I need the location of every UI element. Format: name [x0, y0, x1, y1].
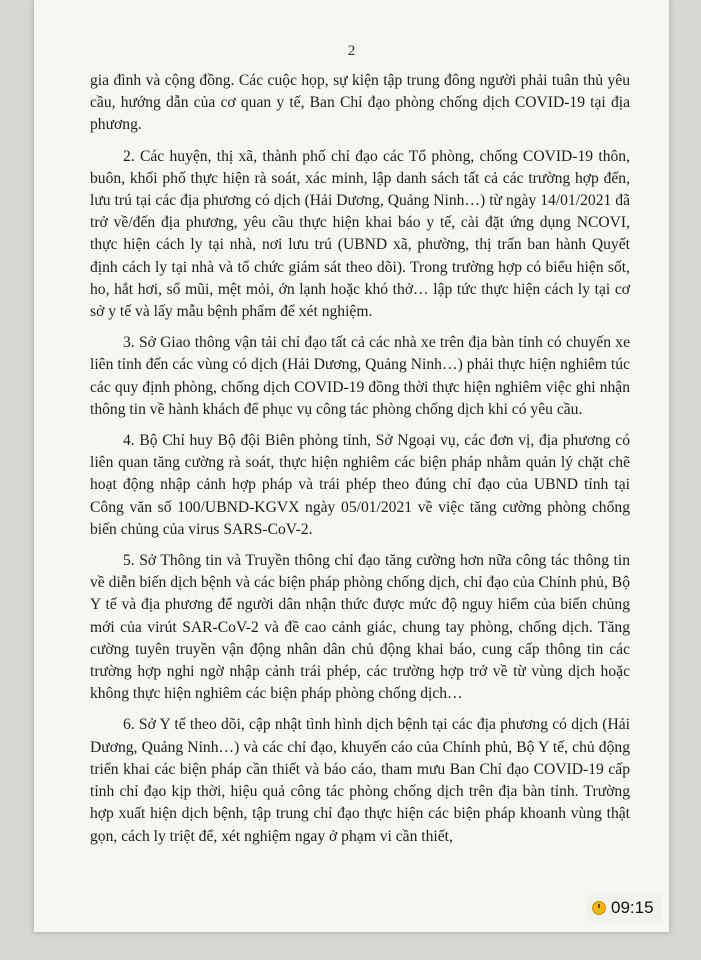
document-body [90, 70, 630, 848]
time-label: 09:15 [611, 898, 654, 917]
paragraph-item-5: 5. Sở Thông tin và Truyền thông chỉ đạo tăng cường hơn nữa công tác thông tin về diễn biến dịch bệnh và các biện pháp phòng chống dịch, chỉ đạo của Chính phủ, Bộ Y tế và địa phương để người dân nhận thức được mức độ nguy hiểm của biến chủng mới của virút SAR-CoV-2 và đề cao cảnh giác, chung tay phòng, chống dịch. Tăng cường tuyên truyền vận động nhân dân chủ động khai báo, cung cấp thông tin các trường hợp nghi ngờ nhập cảnh trái phép, các trường hợp trở về từ vùng dịch hoặc không thực hiện nghiêm các biện pháp phòng chống dịch… [90, 552, 630, 703]
paragraph-item-3: 3. Sở Giao thông vận tải chỉ đạo tất cả các nhà xe trên địa bàn tỉnh có chuyến xe liên tỉnh đến các vùng có dịch (Hải Dương, Quảng Ninh…) phải thực hiện nghiêm túc các quy định phòng, chống dịch COVID-19 đồng thời thực hiện nghiêm việc ghi nhận thông tin về hành khách để phục vụ công tác phòng chống dịch khi có yêu cầu. [90, 334, 630, 418]
video-time-badge [587, 893, 662, 923]
clock-icon [592, 901, 606, 915]
paragraph-item-6: 6. Sở Y tế theo dõi, cập nhật tình hình dịch bệnh tại các địa phương có dịch (Hải Dương, Quảng Ninh…) và các chỉ đạo, khuyến cáo của Chính phủ, Bộ Y tế, chủ động triển khai các biện pháp cần thiết và báo cáo, tham mưu Ban Chỉ đạo COVID-19 cấp tỉnh chỉ đạo kịp thời, hiệu quả công tác phòng chống dịch trên địa bàn tỉnh. Trường hợp xuất hiện dịch bệnh, tập trung chỉ đạo thực hiện các biện pháp khoanh vùng thật gọn, cách ly triệt để, xét nghiệm ngay ở phạm vi cần thiết, [90, 716, 630, 845]
paragraph-item-4: 4. Bộ Chỉ huy Bộ đội Biên phòng tỉnh, Sở Ngoại vụ, các đơn vị, địa phương có liên quan tăng cường rà soát, thực hiện nghiêm các biện pháp nhằm quản lý chặt chẽ hoạt động nhập cảnh hợp pháp và trái phép theo đúng chỉ đạo của UBND tỉnh tại Công văn số 100/UBND-KGVX ngày 05/01/2021 về việc tăng cường phòng chống biến chủng của virus SARS-CoV-2. [90, 432, 630, 538]
paragraph-continuation: gia đình và cộng đồng. Các cuộc họp, sự kiện tập trung đông người phải tuân thủ yêu cầu, hướng dẫn của cơ quan y tế, Ban Chỉ đạo phòng chống dịch COVID-19 tại địa phương. [90, 72, 630, 134]
page-number: 2 [347, 43, 356, 59]
paragraph-item-2: 2. Các huyện, thị xã, thành phố chỉ đạo các Tổ phòng, chống COVID-19 thôn, buôn, khối phố thực hiện rà soát, xác minh, lập danh sách tất cả các trường hợp đến, lưu trú tại các địa phương có dịch (Hải Dương, Quảng Ninh…) từ ngày 14/01/2021 đã trở về/đến địa phương, yêu cầu thực hiện khai báo y tế, cài đặt ứng dụng NCOVI, thực hiện cách ly tại nhà, nơi lưu trú (UBND xã, phường, thị trấn ban hành Quyết định cách ly tại nhà và tổ chức giám sát theo dõi). Trong trường hợp có biểu hiện sốt, ho, hắt hơi, sổ mũi, mệt mỏi, ớn lạnh hoặc khó thở… lập tức thực hiện cách ly tại cơ sở y tế và lấy mẫu bệnh phẩm để xét nghiệm. [90, 147, 630, 321]
